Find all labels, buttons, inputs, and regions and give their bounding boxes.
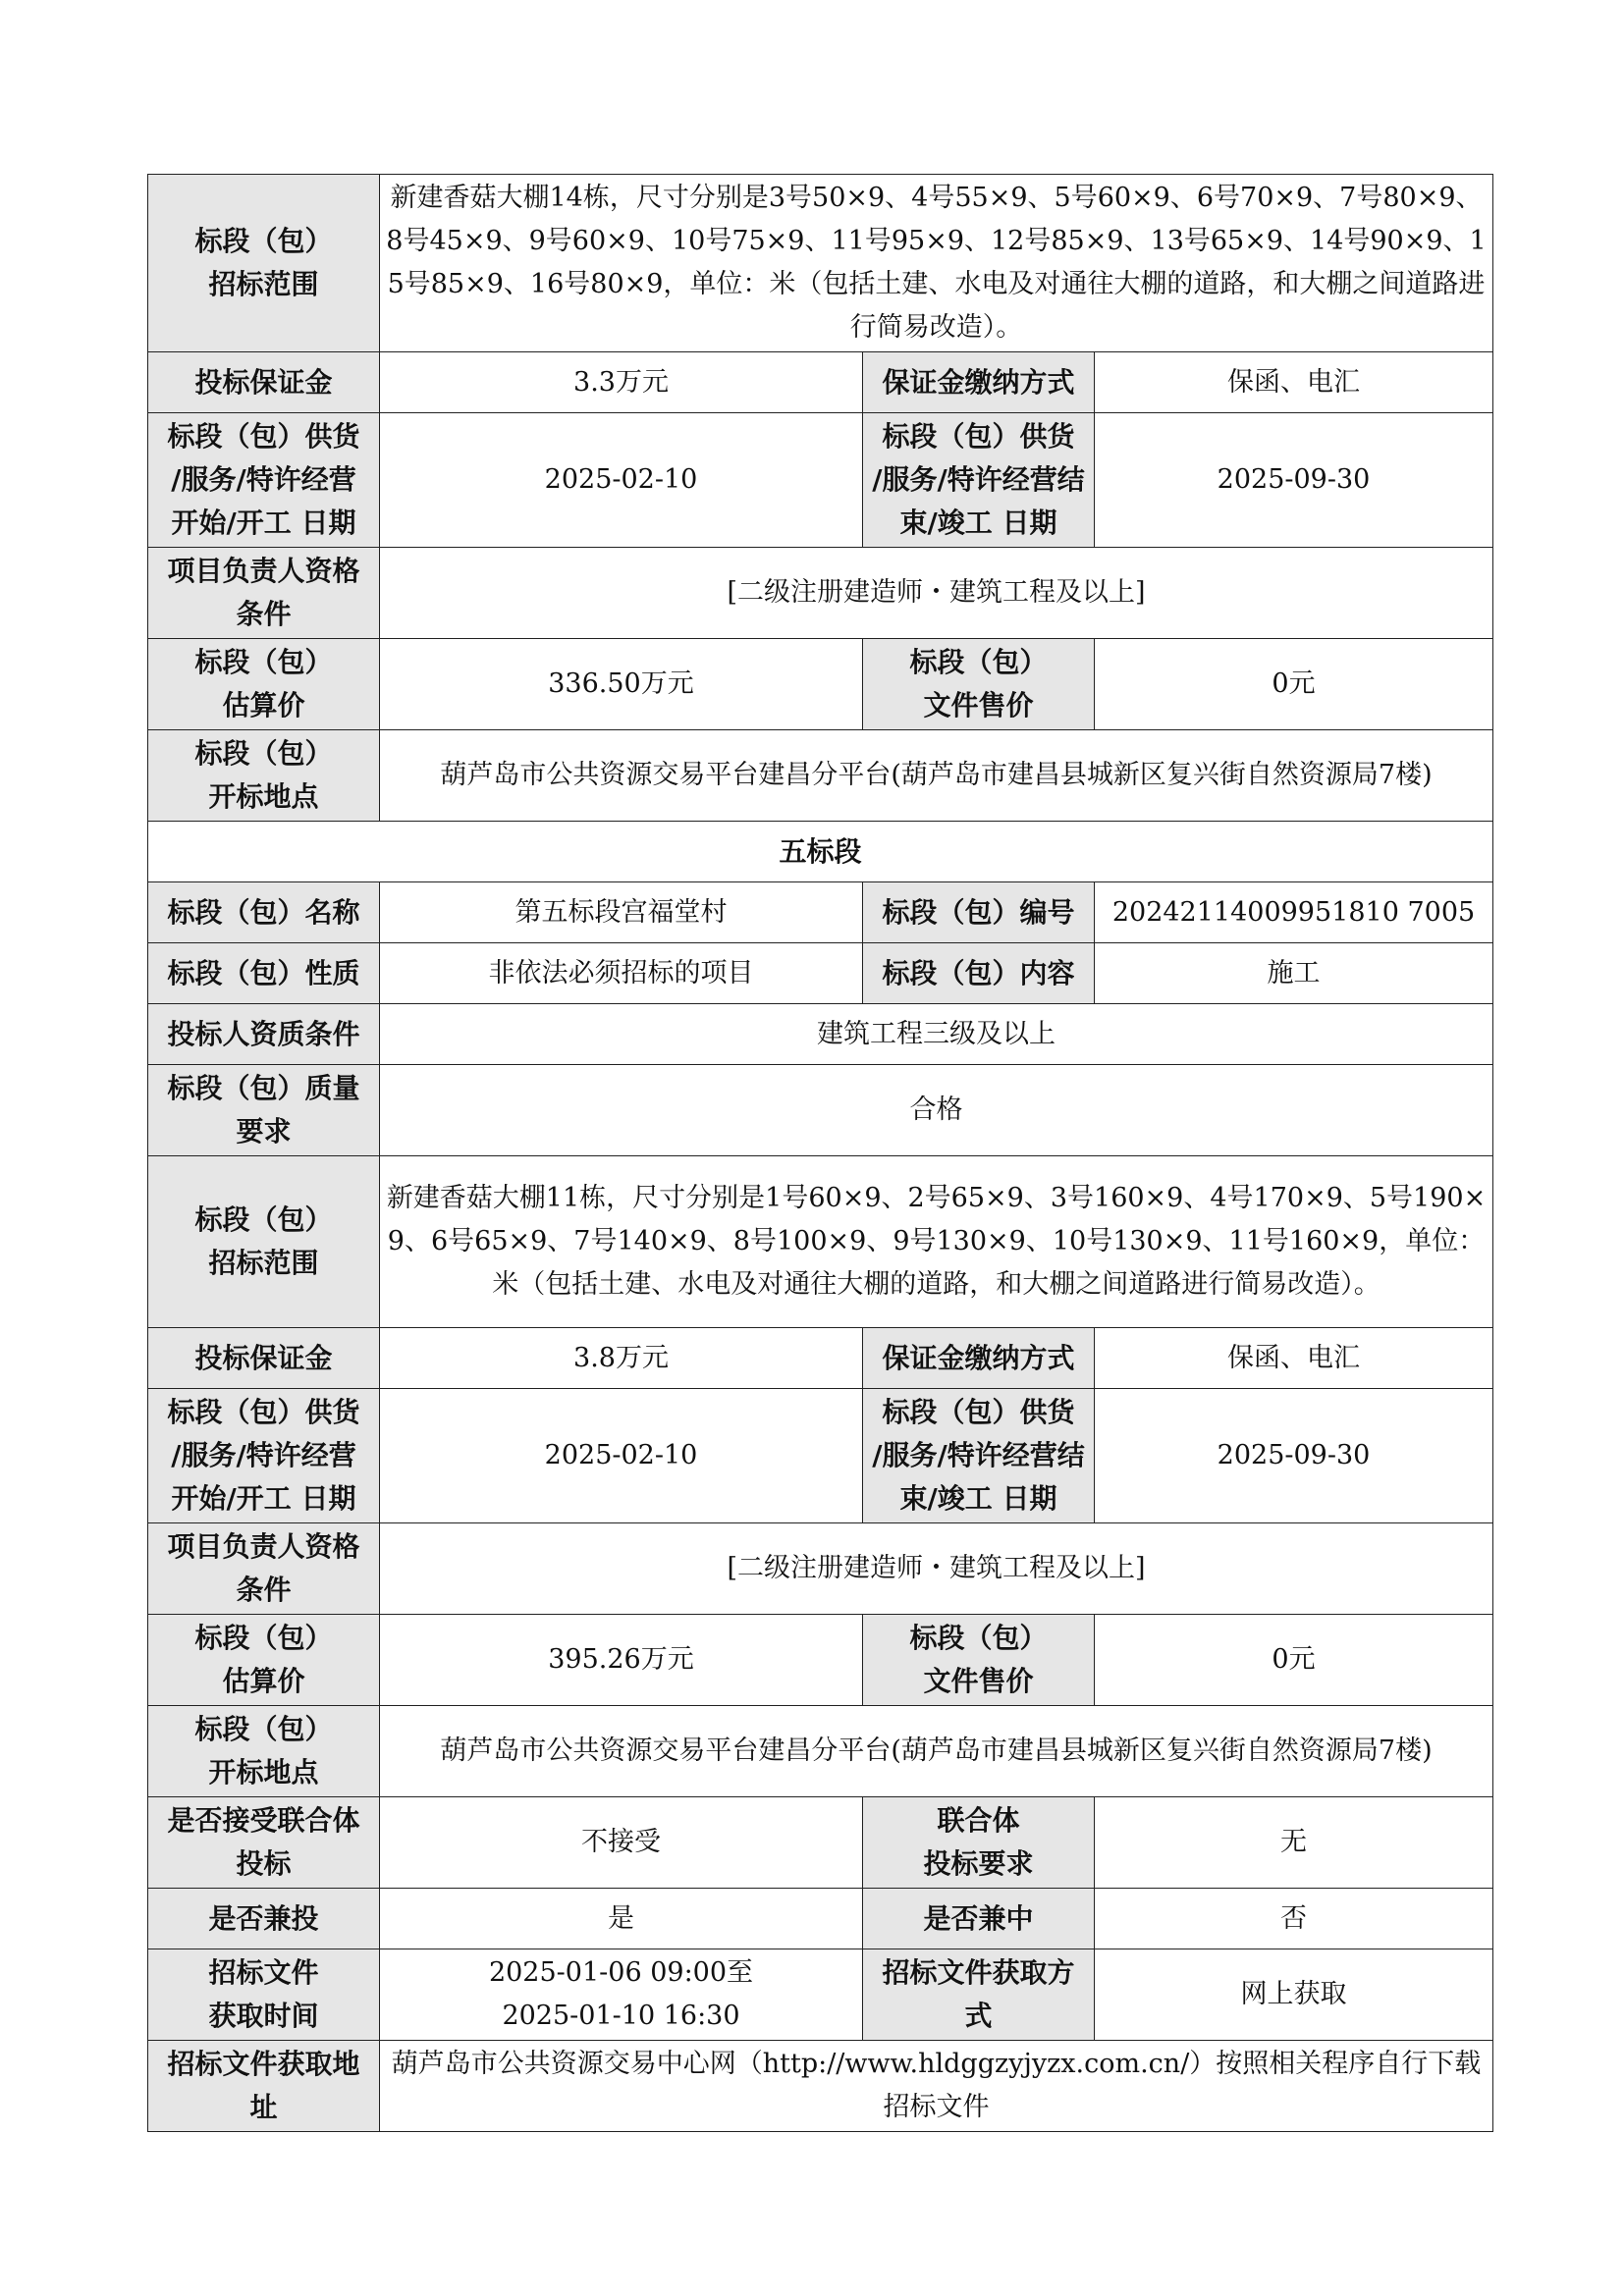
code-value: 20242114009951810 7005 [1095, 882, 1493, 943]
estimate-value: 395.26万元 [380, 1615, 863, 1706]
start-date-label: 标段（包）供货 /服务/特许经营 开始/开工 日期 [148, 413, 380, 548]
lower-date-row [148, 1389, 1493, 1523]
tender-info-table [147, 174, 1493, 2132]
doc-address-label: 招标文件获取地 址 [148, 2041, 380, 2132]
end-date-value: 2025-09-30 [1095, 1389, 1493, 1523]
open-location-label: 标段（包） 开标地点 [148, 730, 380, 822]
upper-estimate-row [148, 639, 1493, 730]
section-title: 五标段 [148, 822, 1493, 882]
nature-label: 标段（包）性质 [148, 943, 380, 1004]
multi-win-label: 是否兼中 [863, 1889, 1095, 1949]
lower-scope-row [148, 1156, 1493, 1328]
name-row [148, 882, 1493, 943]
name-label: 标段（包）名称 [148, 882, 380, 943]
doc-time-row [148, 1949, 1493, 2041]
content-value: 施工 [1095, 943, 1493, 1004]
upper-deposit-row [148, 352, 1493, 413]
consortium-value: 不接受 [380, 1797, 863, 1889]
open-location-value: 葫芦岛市公共资源交易平台建昌分平台(葫芦岛市建昌县城新区复兴街自然资源局7楼) [380, 730, 1493, 822]
consortium-label: 是否接受联合体 投标 [148, 1797, 380, 1889]
end-date-value: 2025-09-30 [1095, 413, 1493, 548]
deposit-label: 投标保证金 [148, 1328, 380, 1389]
content-label: 标段（包）内容 [863, 943, 1095, 1004]
doc-time-value: 2025-01-06 09:00至 2025-01-10 16:30 [380, 1949, 863, 2041]
doc-price-label: 标段（包） 文件售价 [863, 639, 1095, 730]
doc-price-label: 标段（包） 文件售价 [863, 1615, 1095, 1706]
estimate-value: 336.50万元 [380, 639, 863, 730]
lower-open-row [148, 1706, 1493, 1797]
qualification-label: 投标人资质条件 [148, 1004, 380, 1065]
lower-deposit-row [148, 1328, 1493, 1389]
nature-row [148, 943, 1493, 1004]
manager-value: [二级注册建造师・建筑工程及以上] [380, 1523, 1493, 1615]
start-date-value: 2025-02-10 [380, 413, 863, 548]
end-date-label: 标段（包）供货 /服务/特许经营结 束/竣工 日期 [863, 413, 1095, 548]
pay-method-value: 保函、电汇 [1095, 352, 1493, 413]
doc-way-label: 招标文件获取方 式 [863, 1949, 1095, 2041]
lower-estimate-row [148, 1615, 1493, 1706]
name-value: 第五标段宫福堂村 [380, 882, 863, 943]
upper-open-row [148, 730, 1493, 822]
deposit-value: 3.3万元 [380, 352, 863, 413]
manager-label: 项目负责人资格 条件 [148, 1523, 380, 1615]
scope-text: 新建香菇大棚14栋，尺寸分别是3号50×9、4号55×9、5号60×9、6号70×9、7号80×9、8号45×9、9号60×9、10号75×9、11号95×9、12号85×9、13号65×9、14号90×9、15号85×9、16号80×9，单位：米（包括土建、水电及对通往大棚的道路，和大棚之间道路进行简易改造）。 [380, 175, 1493, 352]
consortium-requirement-label: 联合体 投标要求 [863, 1797, 1095, 1889]
doc-way-value: 网上获取 [1095, 1949, 1493, 2041]
multi-win-value: 否 [1095, 1889, 1493, 1949]
quality-row [148, 1065, 1493, 1156]
quality-label: 标段（包）质量 要求 [148, 1065, 380, 1156]
pay-method-label: 保证金缴纳方式 [863, 352, 1095, 413]
upper-scope-row [148, 175, 1493, 352]
end-date-label: 标段（包）供货 /服务/特许经营结 束/竣工 日期 [863, 1389, 1095, 1523]
deposit-label: 投标保证金 [148, 352, 380, 413]
scope-text: 新建香菇大棚11栋，尺寸分别是1号60×9、2号65×9、3号160×9、4号170×9、5号190×9、6号65×9、7号140×9、8号100×9、9号130×9、10号130×9、11号160×9，单位：米（包括土建、水电及对通往大棚的道路，和大棚之间道路进行简易改造）。 [380, 1156, 1493, 1328]
start-date-value: 2025-02-10 [380, 1389, 863, 1523]
consortium-requirement-value: 无 [1095, 1797, 1493, 1889]
pay-method-label: 保证金缴纳方式 [863, 1328, 1095, 1389]
scope-label: 标段（包） 招标范围 [148, 175, 380, 352]
qualification-value: 建筑工程三级及以上 [380, 1004, 1493, 1065]
doc-price-value: 0元 [1095, 1615, 1493, 1706]
scope-label: 标段（包） 招标范围 [148, 1156, 380, 1328]
quality-value: 合格 [380, 1065, 1493, 1156]
consortium-row [148, 1797, 1493, 1889]
section-title-row [148, 822, 1493, 882]
multi-bid-label: 是否兼投 [148, 1889, 380, 1949]
manager-value: [二级注册建造师・建筑工程及以上] [380, 548, 1493, 639]
qualification-row [148, 1004, 1493, 1065]
estimate-label: 标段（包） 估算价 [148, 1615, 380, 1706]
doc-time-label: 招标文件 获取时间 [148, 1949, 380, 2041]
multi-bid-value: 是 [380, 1889, 863, 1949]
manager-label: 项目负责人资格 条件 [148, 548, 380, 639]
start-date-label: 标段（包）供货 /服务/特许经营 开始/开工 日期 [148, 1389, 380, 1523]
code-label: 标段（包）编号 [863, 882, 1095, 943]
open-location-value: 葫芦岛市公共资源交易平台建昌分平台(葫芦岛市建昌县城新区复兴街自然资源局7楼) [380, 1706, 1493, 1797]
deposit-value: 3.8万元 [380, 1328, 863, 1389]
multi-bid-row [148, 1889, 1493, 1949]
open-location-label: 标段（包） 开标地点 [148, 1706, 380, 1797]
pay-method-value: 保函、电汇 [1095, 1328, 1493, 1389]
lower-manager-row [148, 1523, 1493, 1615]
upper-date-row [148, 413, 1493, 548]
doc-address-row [148, 2041, 1493, 2132]
doc-price-value: 0元 [1095, 639, 1493, 730]
upper-manager-row [148, 548, 1493, 639]
doc-address-value: 葫芦岛市公共资源交易中心网（http://www.hldggzyjyzx.com.cn/）按照相关程序自行下载招标文件 [380, 2041, 1493, 2132]
estimate-label: 标段（包） 估算价 [148, 639, 380, 730]
nature-value: 非依法必须招标的项目 [380, 943, 863, 1004]
